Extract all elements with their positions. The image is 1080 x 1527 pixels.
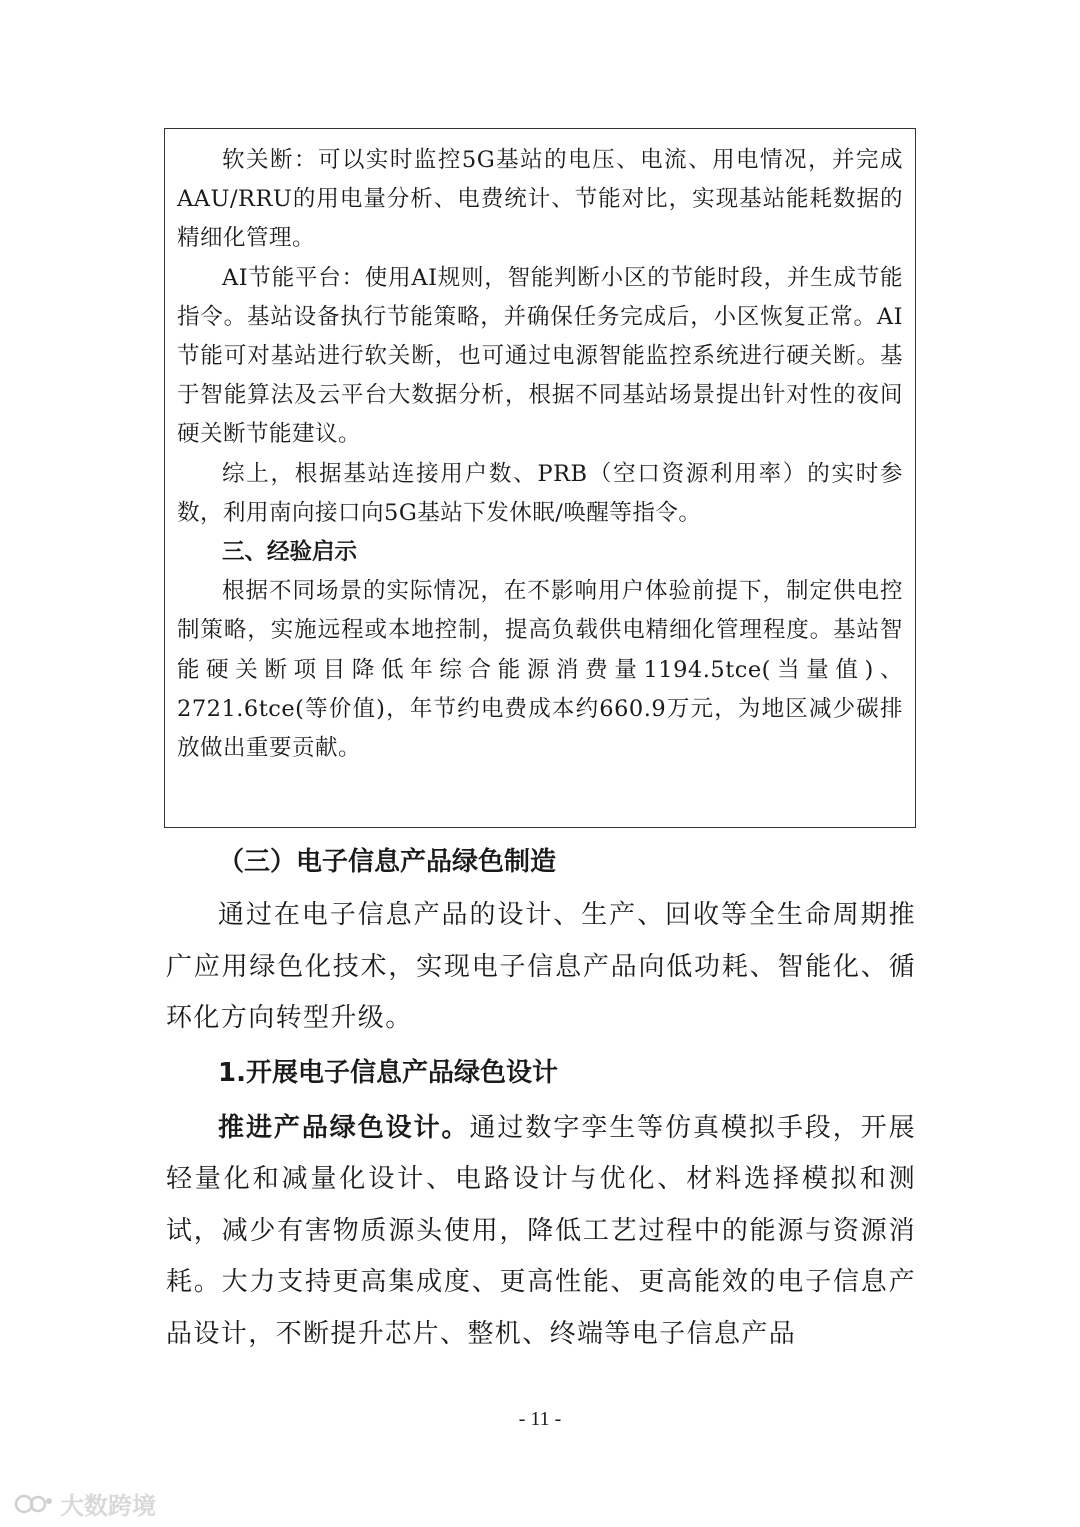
green-design-lead: 推进产品绿色设计。 <box>218 1112 470 1143</box>
watermark-text: 大数跨境 <box>60 1492 156 1520</box>
subsection-title: 1.开展电子信息产品绿色设计 <box>218 1057 558 1088</box>
box-paragraph-ai-platform: AI节能平台：使用AI规则，智能判断小区的节能时段，并生成节能指令。基站设备执行节能策略，并确保任务完成后，小区恢复正常。AI节能可对基站进行软关断，也可通过电源智能监控系统进行硬关断。基于智能算法及云平台大数据分析，根据不同基站场景提出针对性的夜间硬关断节能建议。 <box>177 264 903 448</box>
green-design-paragraph <box>166 1103 916 1361</box>
box-paragraph-conclusion: 根据不同场景的实际情况，在不影响用户体验前提下，制定供电控制策略，实施远程或本地控制，提高负载供电精细化管理程度。基站智能硬关断项目降低年综合能源消费量1194.5tce(当量值)、2721.6tce(等价值)，年节约电费成本约660.9万元，为地区减少碳排放做出重要贡献。 <box>177 578 903 762</box>
box-paragraph-soft-shutdown: 软关断：可以实时监控5G基站的电压、电流、用电情况，并完成AAU/RRU的用电量分析、电费统计、节能对比，实现基站能耗数据的精细化管理。 <box>177 147 903 252</box>
section-intro: 通过在电子信息产品的设计、生产、回收等全生命周期推广应用绿色化技术，实现电子信息产品向低功耗、智能化、循环化方向转型升级。 <box>166 900 916 1033</box>
page-number: - 11 - <box>518 1408 562 1430</box>
box-paragraph-summary: 综上，根据基站连接用户数、PRB（空口资源利用率）的实时参数，利用南向接口向5G基站下发休眠/唤醒等指令。 <box>177 460 903 526</box>
main-body <box>166 838 916 1360</box>
green-design-text: 通过数字孪生等仿真模拟手段，开展轻量化和减量化设计、电路设计与优化、材料选择模拟和测试，减少有害物质源头使用，降低工艺过程中的能源与资源消耗。大力支持更高集成度、更高性能、更高能效的电子信息产品设计，不断提升芯片、整机、终端等电子信息产品 <box>166 1112 916 1349</box>
watermark-logo-icon <box>14 1492 54 1516</box>
watermark <box>14 1486 156 1521</box>
section-title: （三）电子信息产品绿色制造 <box>218 847 557 877</box>
case-study-box <box>164 128 916 828</box>
box-heading-lessons: 三、经验启示 <box>222 539 358 566</box>
